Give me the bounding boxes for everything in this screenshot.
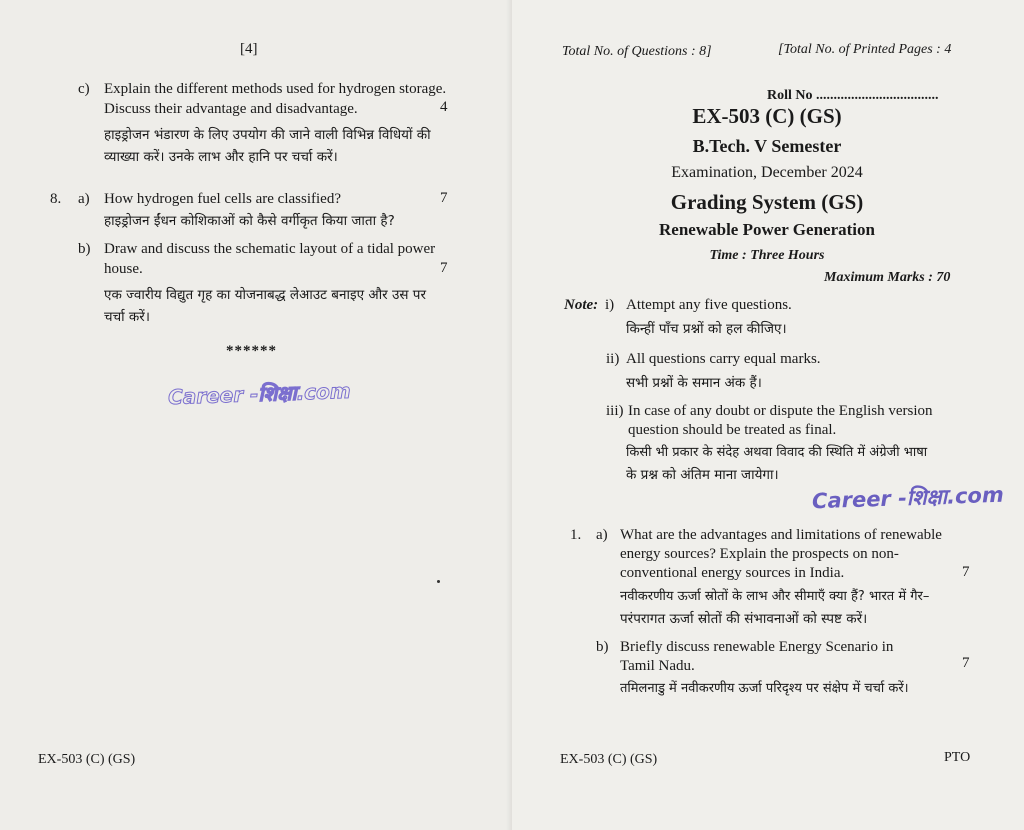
q1a-label: a) — [596, 527, 608, 543]
q1a-english-line1: What are the advantages and limitations of renewable — [620, 527, 942, 543]
q1a-hindi-line2: परंपरागत ऊर्जा स्रोतों की संभावनाओं को स्पष्ट करें। — [620, 611, 868, 627]
paper-code: EX-503 (C) (GS) — [692, 104, 842, 128]
exam-time: Time : Three Hours — [709, 248, 825, 263]
note-1-hindi: किन्हीं पाँच प्रश्नों को हल कीजिए। — [626, 321, 787, 337]
right-footer-code: EX-503 (C) (GS) — [560, 752, 658, 767]
note-2-number: ii) — [606, 351, 620, 367]
grading-system: Grading System (GS) — [670, 190, 864, 214]
q7c-english-line2: Discuss their advantage and disadvantage. — [104, 101, 358, 117]
q7c-marks: 4 — [440, 99, 448, 115]
course-name: B.Tech. V Semester — [692, 136, 842, 156]
q8a-hindi: हाइड्रोजन ईंधन कोशिकाओं को कैसे वर्गीकृत किया जाता है? — [104, 213, 395, 229]
q8b-english-line2: house. — [104, 261, 143, 277]
right-page — [512, 0, 1024, 830]
end-marker: ****** — [226, 343, 277, 359]
note-3-number: iii) — [606, 403, 624, 419]
q1-number: 1. — [570, 527, 582, 543]
note-1-english: Attempt any five questions. — [626, 297, 792, 313]
q1b-hindi: तमिलनाडु में नवीकरणीय ऊर्जा परिदृश्य पर संक्षेप में चर्चा करें। — [620, 681, 909, 696]
q1a-marks: 7 — [962, 564, 970, 580]
left-footer-code: EX-503 (C) (GS) — [38, 752, 136, 767]
q1b-english-line2: Tamil Nadu. — [620, 658, 695, 674]
watermark-logo: Career -शिक्षा.com — [167, 378, 352, 410]
note-3-english-line1: In case of any doubt or dispute the English version — [628, 403, 933, 419]
q8a-marks: 7 — [440, 190, 448, 206]
watermark-logo: Career -शिक्षा.com — [811, 482, 1005, 514]
maximum-marks: Maximum Marks : 70 — [824, 270, 951, 285]
q7c-label: c) — [78, 81, 90, 97]
q1b-marks: 7 — [962, 655, 970, 671]
note-3-english-line2: question should be treated as final. — [628, 422, 837, 438]
q1b-english-line1: Briefly discuss renewable Energy Scenario in — [620, 639, 894, 655]
note-2-english: All questions carry equal marks. — [626, 351, 821, 367]
q7c-hindi-line2: व्याख्या करें। उनके लाभ और हानि पर चर्चा करें। — [104, 149, 338, 165]
note-2-hindi: सभी प्रश्नों के समान अंक हैं। — [626, 375, 762, 391]
subject-title: Renewable Power Generation — [659, 220, 875, 239]
q8a-label: a) — [78, 191, 90, 207]
q8a-english: How hydrogen fuel cells are classified? — [104, 191, 341, 207]
q8b-english-line1: Draw and discuss the schematic layout of a tidal power — [104, 241, 436, 257]
q8b-hindi-line2: चर्चा करें। — [104, 309, 150, 325]
q1b-label: b) — [596, 639, 609, 655]
q8b-label: b) — [78, 241, 91, 257]
exam-session: Examination, December 2024 — [671, 164, 863, 181]
q8b-hindi-line1: एक ज्वारीय विद्युत गृह का योजनाबद्ध लेआउट बनाइए और उस पर — [104, 287, 426, 303]
pto-label: PTO — [944, 750, 971, 765]
q1a-english-line3: conventional energy sources in India. — [620, 565, 845, 581]
total-questions: Total No. of Questions : 8] — [562, 44, 712, 59]
note-label: Note: — [564, 297, 599, 313]
note-3-hindi-line1: किसी भी प्रकार के संदेह अथवा विवाद की स्थिति में अंग्रेजी भाषा — [626, 445, 928, 460]
q8b-marks: 7 — [440, 260, 448, 276]
page-number: [4] — [240, 41, 258, 57]
q7c-english-line1: Explain the different methods used for hydrogen storage. — [104, 81, 447, 97]
q8-number: 8. — [50, 191, 62, 207]
q1a-english-line2: energy sources? Explain the prospects on non- — [620, 546, 899, 562]
q1a-hindi-line1: नवीकरणीय ऊर्जा स्रोतों के लाभ और सीमाएँ क्या हैं? भारत में गैर– — [620, 589, 930, 604]
roll-number-field: Roll No ................................... — [767, 88, 939, 103]
speck — [437, 580, 440, 583]
total-pages: [Total No. of Printed Pages : 4 — [778, 42, 952, 57]
note-1-number: i) — [605, 297, 615, 313]
note-3-hindi-line2: के प्रश्न को अंतिम माना जायेगा। — [626, 467, 779, 483]
q7c-hindi-line1: हाइड्रोजन भंडारण के लिए उपयोग की जाने वाली विभिन्न विधियों की — [104, 127, 431, 143]
